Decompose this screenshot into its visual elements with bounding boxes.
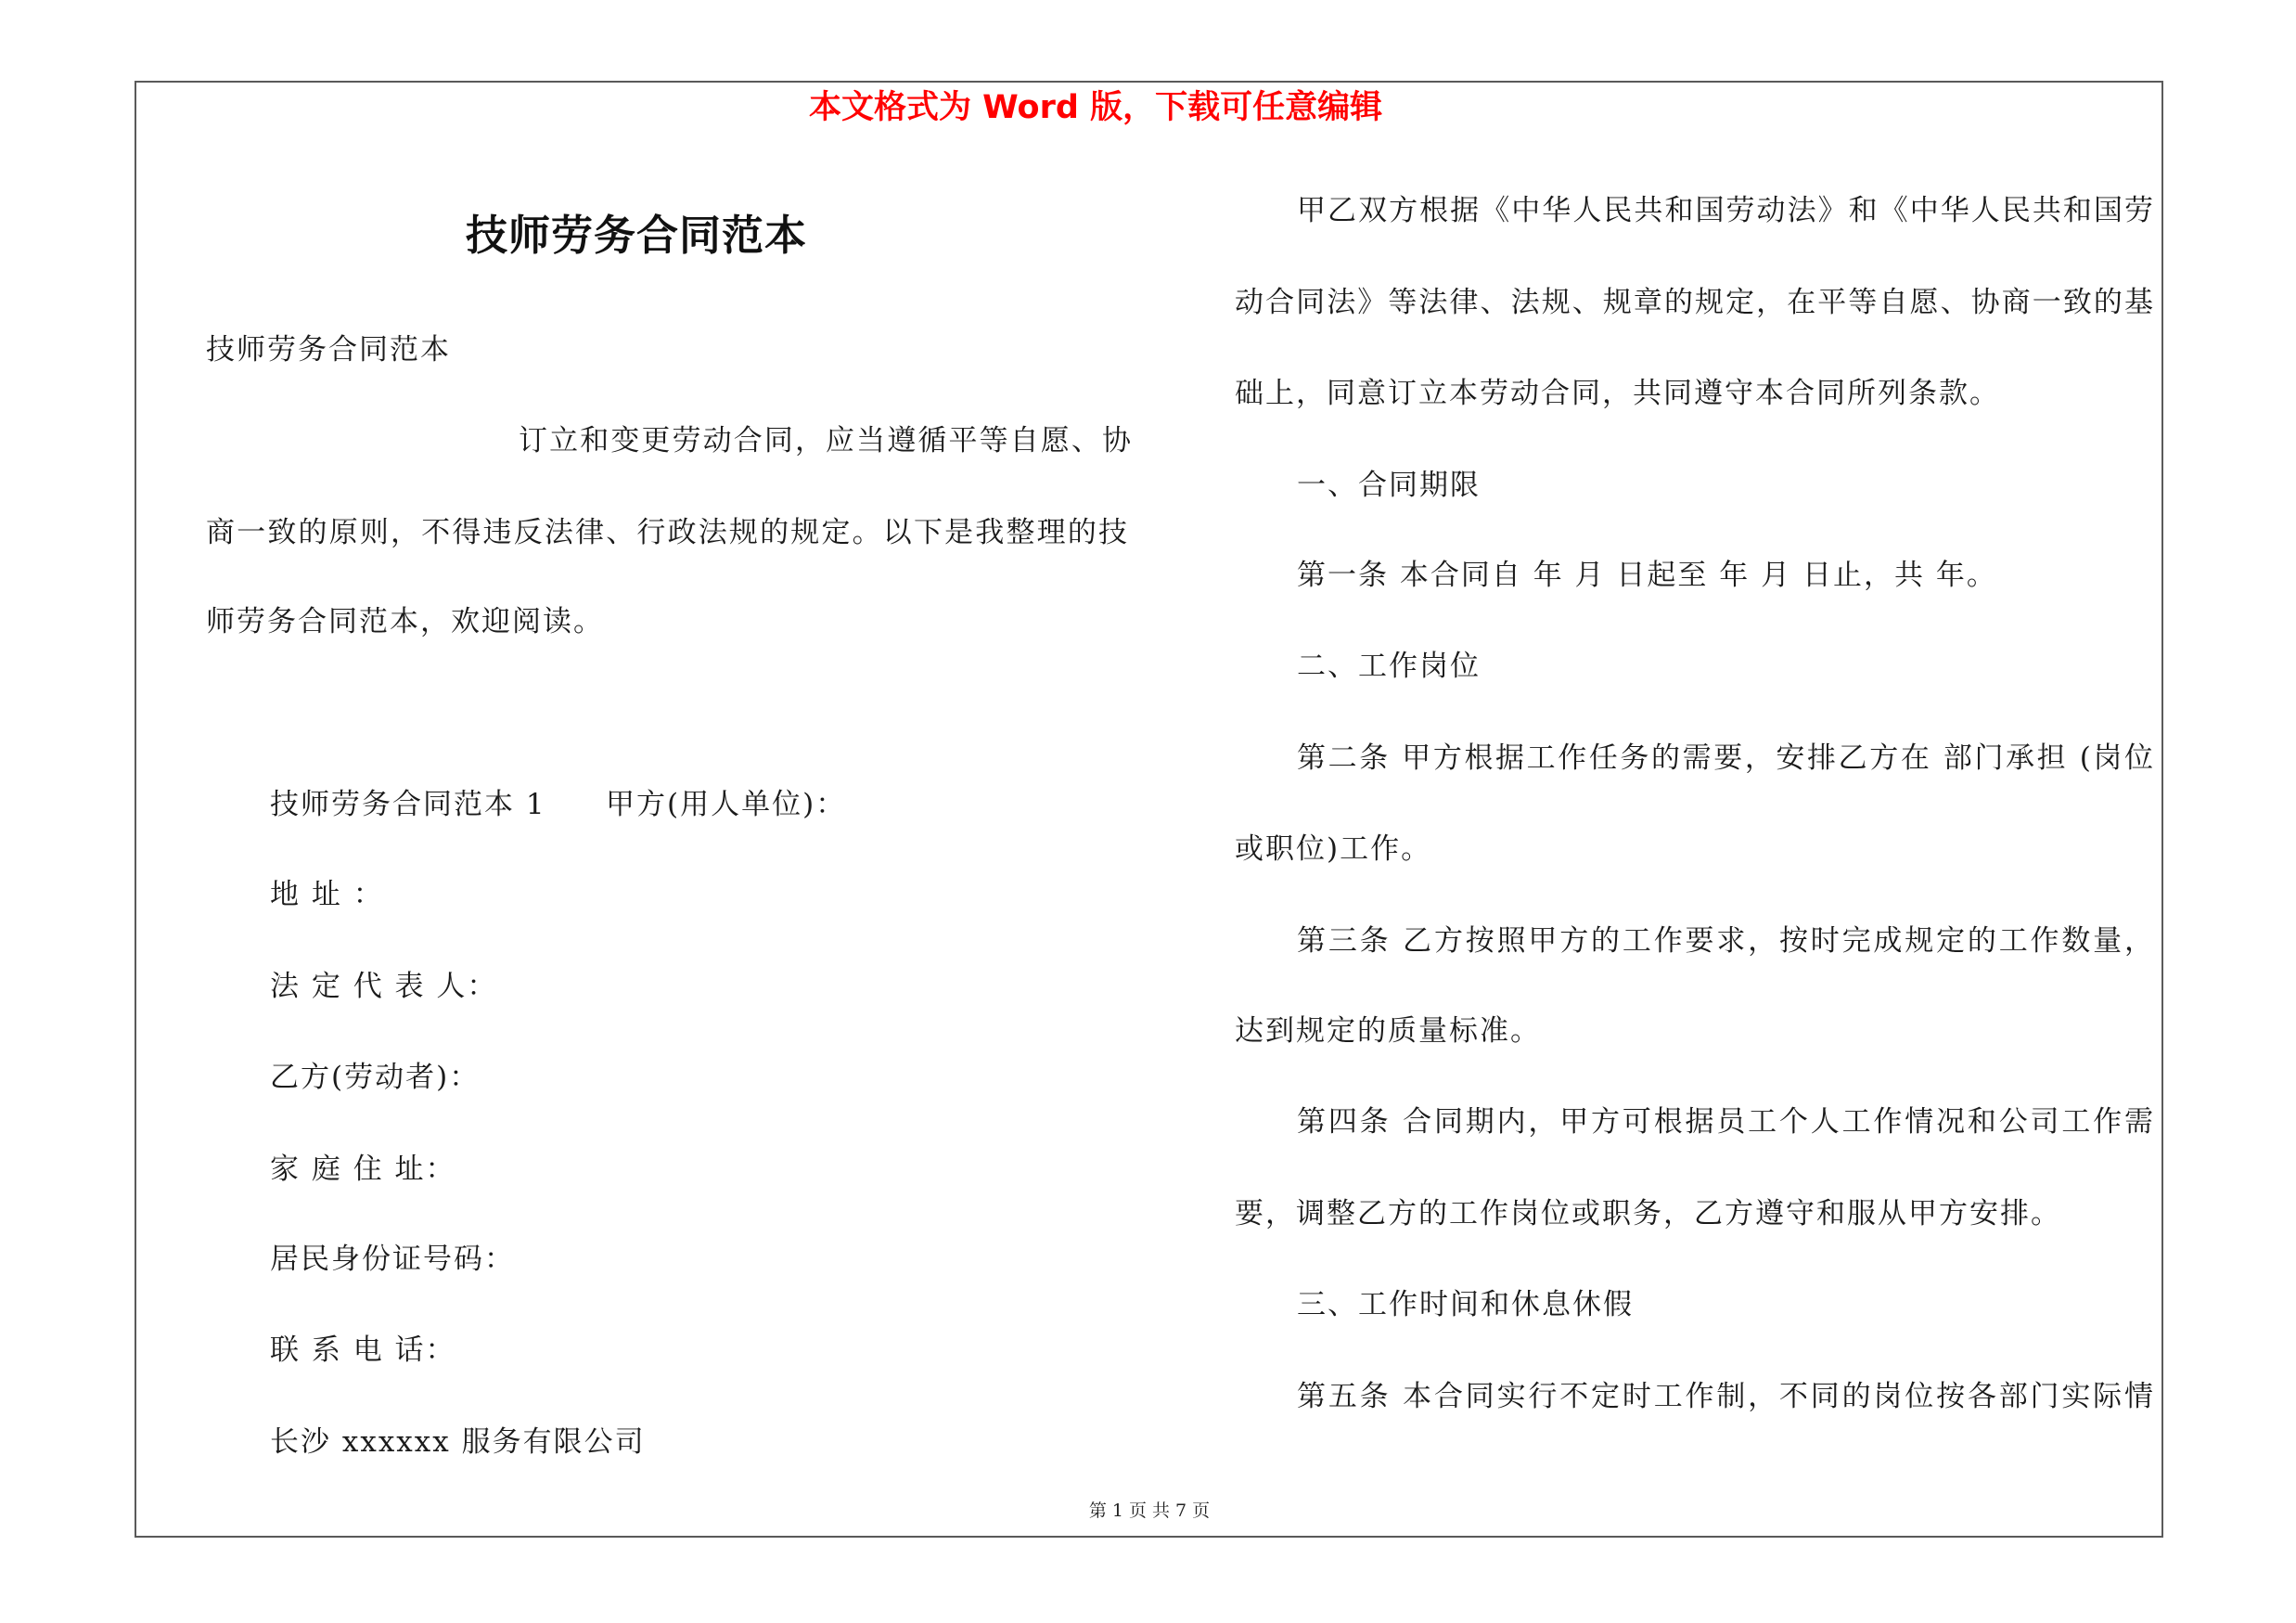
party-a-label: 甲方(用人单位)： [606,788,847,821]
contract-text-line: 础上，同意订立本劳动合同，共同遵守本合同所列条款。 [1235,377,2000,410]
home-address-field-label: 家 庭 住 址： [270,1153,456,1186]
article-section-heading: 三、工作时间和休息休假 [1297,1288,1634,1321]
contract-text-line: 第一条 本合同自 年 月 日起至 年 月 日止，共 年。 [1297,559,1997,592]
article-section-heading: 一、合同期限 [1297,469,1481,502]
intro-line: 订立和变更劳动合同，应当遵循平等自愿、协 [519,424,1133,457]
sample-heading: 技师劳务合同范本 1 [270,788,546,821]
contract-text-line: 第四条 合同期内，甲方可根据员工个人工作情况和公司工作需 [1297,1105,2155,1139]
contract-text-line: 动合同法》等法律、法规、规章的规定，在平等自愿、协商一致的基 [1235,286,2155,319]
id-number-field-label: 居民身份证号码： [270,1243,515,1276]
intro-line: 师劳务合同范本，欢迎阅读。 [206,605,604,638]
contract-text-line: 达到规定的质量标准。 [1235,1014,1541,1048]
contract-text-line: 要，调整乙方的工作岗位或职务，乙方遵守和服从甲方安排。 [1235,1197,2061,1230]
contract-text-line: 第三条 乙方按照甲方的工作要求，按时完成规定的工作数量， [1297,924,2155,958]
phone-field-label: 联 系 电 话： [270,1333,456,1367]
document-title: 技师劳务合同范本 [466,211,808,260]
intro-line: 商一致的原则，不得违反法律、行政法规的规定。以下是我整理的技 [206,516,1129,549]
contract-text-line: 甲乙双方根据《中华人民共和国劳动法》和《中华人民共和国劳 [1297,194,2155,227]
address-field-label: 地 址 ： [270,878,384,911]
party-b-label: 乙方(劳动者)： [270,1061,481,1094]
contract-text-line: 第二条 甲方根据工作任务的需要，安排乙方在 部门承担 (岗位 [1297,741,2155,775]
legal-representative-field-label: 法 定 代 表 人： [270,970,498,1003]
article-section-heading: 二、工作岗位 [1297,650,1481,683]
page-number-indicator: 第 1 页 共 7 页 [1088,1501,1211,1521]
company-name: 长沙 xxxxxx 服务有限公司 [270,1425,646,1459]
contract-text-line: 第五条 本合同实行不定时工作制，不同的岗位按各部门实际情 [1297,1380,2155,1413]
document-subtitle: 技师劳务合同范本 [206,333,451,367]
format-notice-banner: 本文格式为 Word 版，下载可任意编辑 [809,89,1383,126]
contract-text-line: 或职位)工作。 [1235,832,1432,866]
